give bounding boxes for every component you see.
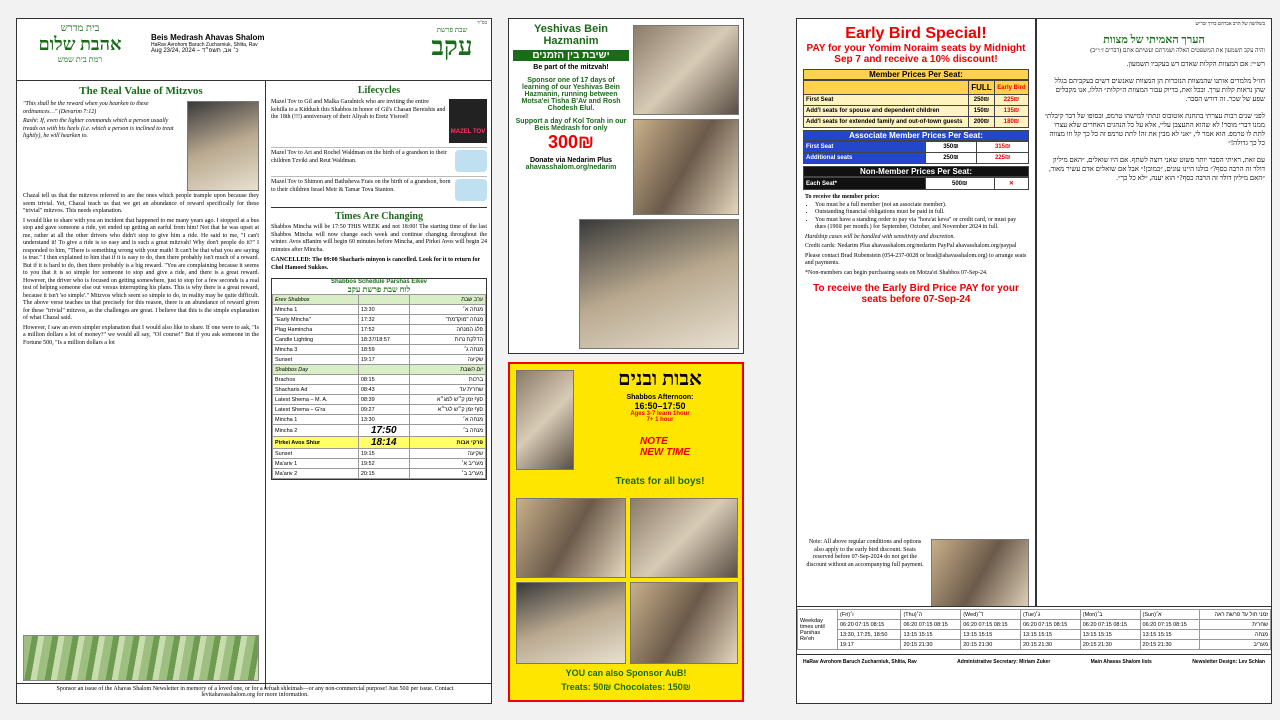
section-label: Erev Shabbos bbox=[273, 295, 359, 305]
event-photo bbox=[516, 582, 626, 664]
table-row: Add'l seats for extended family and out-of-town guests 200₪ 180₪ bbox=[804, 117, 1029, 128]
avos-title: אבות ובנים bbox=[618, 368, 702, 390]
contact-lists: Main Ahavas Shalom lists bbox=[1090, 659, 1152, 665]
table-row: First Seat 350₪ 315₪ bbox=[804, 142, 1029, 153]
donate-link[interactable]: ahavasshalom.org/nedarim bbox=[525, 164, 617, 171]
table-row: Shacharis Ad 08:43 שחרית עד bbox=[273, 385, 486, 395]
contact-design: Newsletter Design: Lev Schlan bbox=[1192, 659, 1265, 665]
avos-time-label: Shabbos Afternoon: bbox=[626, 394, 694, 401]
table-row: Pirkei Avos Shiur 18:14 פרקי אבות bbox=[273, 437, 486, 449]
weekday-times-strip bbox=[796, 606, 1272, 704]
newsletter-page-1 bbox=[16, 18, 492, 704]
masthead bbox=[17, 19, 492, 81]
early-bird-reminder: To receive the Early Bird Price PAY for your seats before 07-Sep-24 bbox=[813, 283, 1019, 305]
article-paragraph: However, I saw an even simpler explanation that I would also like to share. If one were to ask, "Is a million dollars a lot of money?" we would all say, "Of course!" But if you ask someone in the Fortune 500, "Is a million dollars a lot bbox=[23, 324, 259, 346]
table-row: Sunset 19:15 שקיעה bbox=[273, 449, 486, 459]
event-photo bbox=[516, 498, 626, 578]
schedule-table bbox=[272, 294, 486, 479]
note-label: NOTE bbox=[640, 436, 668, 447]
table-row: Each Seat* 500₪ ✕ bbox=[804, 178, 1029, 190]
parsha-name: עקב bbox=[431, 32, 473, 61]
table-row: Add'l seats for spouse and dependent children 150₪ 135₪ bbox=[804, 106, 1029, 117]
nonmember-price-table bbox=[803, 177, 1029, 190]
credit-card-info[interactable]: Credit cards: Nedarim Plus ahavasshalom.org/nedarim PayPal ahavasshalom.org/paypal bbox=[805, 243, 1017, 249]
newsletter-page-4 bbox=[1036, 18, 1272, 704]
table-row: Additional seats 250₪ 225₪ bbox=[804, 153, 1029, 164]
early-bird-note: Note: All above regular conditions and options also apply to the early bird discount. Seats reserved before 07-Sep-2024 do not get the discount without an accompanying full payment. bbox=[806, 539, 924, 568]
nonmember-note: *Non-members can begin purchasing seats on Motza'ei Shabbos 07-Sep-24. bbox=[805, 269, 988, 276]
lifecycle-item: Mazel Tov to Gil and Malka Garalnick who are inviting the entire kehilla to a Kiddush this Shabbos in honor of Gil's Chasan Bereishis and the 18th (!!!) anniversary of their Aliyah to Eretz Yisroel! bbox=[271, 99, 446, 120]
avos-ages: Ages 3-7 learn 1hour bbox=[630, 411, 690, 417]
article-verse: "This shall be the reward when you hearken to these ordinances…" (Devarim 7:12) bbox=[23, 101, 149, 115]
baby-icon bbox=[455, 150, 487, 172]
yeshivos-title-he: ישיבת בין הזמנים bbox=[513, 50, 629, 61]
article-rashi: Rashi: If, even the lighter commands which a person usually treads on with his heels (i.e. which a person is inclined to treat lightly), he will hearken to. bbox=[23, 118, 174, 139]
table-row: Mincha 2 17:50 מנחה ב׳ bbox=[273, 425, 486, 437]
assoc-price-table bbox=[803, 141, 1029, 164]
parsha-label: שבת פרשת bbox=[436, 26, 468, 34]
article-title: The Real Value of Mitzvos bbox=[79, 85, 203, 97]
boy-photo bbox=[516, 370, 574, 470]
condition-item: • Outstanding financial obligations must be paid in full. bbox=[815, 209, 1027, 217]
mazel-tov-badge: MAZEL TOV bbox=[449, 99, 487, 143]
schedule-title: Shabbos Schedule Parshas Eikev bbox=[330, 279, 428, 285]
table-row: "Early Mincha" 17:32 מנחה "מוקדמת" bbox=[273, 315, 486, 325]
yeshivos-subtitle: Be part of the mitzvah! bbox=[533, 64, 609, 71]
conditions-title: To receive the member price: bbox=[805, 194, 880, 200]
org-name: Beis Medrash Ahavas Shalom bbox=[151, 33, 265, 42]
condition-item: • You must have a standing order to pay via "hora'at keva" or credit card, or must pay dues (190₪ per month.) for September, October, and November 2024 in full. bbox=[815, 217, 1027, 232]
table-row: Latest Shema – G'ra 09:27 סוף זמן ק״ש לגר״א bbox=[273, 405, 486, 415]
section-label-he: יום השבת bbox=[409, 365, 485, 375]
early-bird-subtitle: PAY for your Yomim Noraim seats by Midnight Sep 7 and receive a 10% discount! bbox=[806, 43, 1026, 65]
member-price-head: Member Prices Per Seat: bbox=[803, 69, 1029, 80]
logo-line-3: רמת בית שמש bbox=[57, 55, 103, 64]
col-full: FULL bbox=[968, 81, 994, 95]
yeshivos-title: Yeshivas Bein Hazmanim bbox=[534, 23, 608, 47]
newsletter-page-2 bbox=[508, 18, 744, 704]
section-label: Shabbos Day bbox=[273, 365, 359, 375]
member-conditions bbox=[805, 194, 1027, 277]
hebrew-header: בשלושה של הרב אברהם ברוך זכריש bbox=[1195, 22, 1265, 27]
rabbi-photo bbox=[187, 101, 259, 191]
learning-photo bbox=[579, 219, 739, 349]
hardship-note: Hardship cases will be handled with sensitivity and discretion. bbox=[805, 233, 956, 240]
table-row: Mincha 1 13:30 מנחה א׳ bbox=[273, 305, 486, 315]
lifecycle-item: Mazel Tov to Shimon and Bathsheva Frais on the birth of a grandson, born to their children Israel Meir & Tamar Tova Stanton. bbox=[271, 179, 451, 193]
event-photo bbox=[630, 582, 738, 664]
early-bird-title: Early Bird Special! bbox=[845, 25, 987, 42]
table-row: Mincha 1 13:30 מנחה א׳ bbox=[273, 415, 486, 425]
yeshivos-support: Support a day of Kol Torah in our Beis Medrash for only bbox=[515, 118, 627, 132]
nonmember-price-head: Non-Member Prices Per Seat: bbox=[803, 166, 1029, 177]
learning-photo bbox=[633, 119, 739, 215]
new-time-label: NEW TIME bbox=[640, 447, 690, 458]
price-tables bbox=[803, 69, 1029, 190]
logo-line-2: אהבת שלום bbox=[38, 34, 122, 54]
section-label-he: ערב שבת bbox=[409, 295, 485, 305]
member-price-table bbox=[803, 80, 1029, 128]
times-changing-title: Times Are Changing bbox=[271, 207, 487, 222]
lifecycle-item: Mazel Tov to Ari and Rochel Waldman on the birth of a grandson to their children Tzviki and Reut Waldman. bbox=[271, 150, 447, 164]
yeshivos-price: 300₪ bbox=[548, 132, 594, 152]
hebrew-paragraph: חז״ל מלמדים אותנו שהמצוות הנזכרות הן המצוות שאנשים דשים בעקביהם בגלל שהן נראות קלות ערך. ובכל זאת, בדיוק עבור המצוות ה״קלות״ הללו, אנו מקבלים שפע של שכר. זה דורש הסבר. bbox=[1054, 76, 1265, 103]
money-image bbox=[23, 635, 259, 681]
table-row: 13:30, 17:25, 18:50 13:15 15:15 13:15 15:15 13:15 15:15 13:15 15:15 13:15 15:15 מנחה bbox=[798, 630, 1271, 640]
issue-tag: בס"ד bbox=[477, 21, 487, 26]
article-paragraph: I would like to share with you an incident that happened to me many years ago. I stopped at a bus stop and gave someone a ride, yet ended up getting an earful from him! Not that he was upset at me, rather at all the other drivers who didn't stop to give him a ride. He said to me, "I can't understand it! To give a ride is so easy and is such a great mitzvah! Why don't people do it?" I responded to him, "There is something wrong with your math! It can't be that what you are saying is true." I then explained to him that if it is easy to do, then there probably isn't much of a reward. But if it is hard to do, then there probably is a big reward. "You are complaining because it seems to you that it is so simple for someone to stop and give a ride, and there is a great reward. However, the driver who is focused on getting somewhere, just to stop for a few seconds is a real test of helping someone else out versus interrupting his plans. This is why there is a great reward, because it isn't 'so simple'." Mitzvos which seem so simple to do, in reality may be quite difficult. The above verse teaches us that precisely for this reason, there is an abundance of reward given for these "trivial" mitzvos, as the challenges are great. I believe that this is the simple explanation of what Chazal said. bbox=[23, 217, 259, 321]
table-row: Latest Shema – M. A. 08:39 סוף זמן ק״ש למג״א bbox=[273, 395, 486, 405]
issue-date: Aug 23/24, 2024 – כ׳ אב, תשפ״ד bbox=[151, 48, 239, 54]
donate-label: Donate via Nedarim Plus bbox=[529, 157, 613, 164]
weekday-times-table: Weekday times until Parshas Re'eh (Fri)ו׳ (Thu)ה׳ (Wed)ד׳ (Tue)ג׳ (Mon)ב׳ (Sun)א׳ זמני חול עד פרשת ראה 06:20 07:15 08:15 06:20 07:15 08:15 06:20 07:15 08:15 06:20 07:15 08:15 06:20 07:15 08:15 06:20 07:15 08:15 שחרית 13:30, 17:25, 18:50 13:15 15:15 13:15 15:15 13:15 15:15 13:15 15:15 13:15 15:15 מנחה 19:17 20:15 21:30 20:15 21:30 20:15 21:30 20:15 21:30 20:15 21:30 מעריב bbox=[797, 609, 1271, 650]
article-paragraph: Chazal tell us that the mitzvos referred to are the ones which people trample upon because they seem trivial. Yet, Chazal teach us that we get an abundance of reward specifically for these "trivial" mitzvos. This needs explanation. bbox=[23, 193, 259, 214]
yeshivos-ad bbox=[508, 18, 744, 354]
hebrew-paragraph: רש״י: אם המצוות הקלות שאדם דש בעקביו תשמעון. bbox=[1126, 59, 1265, 68]
table-row: 06:20 07:15 08:15 06:20 07:15 08:15 06:20 07:15 08:15 06:20 07:15 08:15 06:20 07:15 08:15 06:20 07:15 08:15 שחרית bbox=[798, 620, 1271, 630]
condition-item: • You must be a full member (not an associate member). bbox=[815, 202, 1027, 210]
table-row: Brachos 08:15 ברכות bbox=[273, 375, 486, 385]
contact-rav: HaRav Avrohom Baruch Zucharniuk, Shlita, Rav bbox=[803, 659, 917, 665]
newsletter-page-3 bbox=[796, 18, 1036, 704]
weekday-label: Weekday times until Parshas Re'eh bbox=[798, 610, 838, 650]
lifecycles-title: Lifecycles bbox=[357, 85, 401, 96]
contact-footer bbox=[797, 654, 1271, 669]
rabbi-name: HaRav Avrohom Baruch Zucharniuk, Shlita, Rav bbox=[151, 42, 258, 48]
weekday-label-he: זמני חול עד פרשת ראה bbox=[1200, 610, 1271, 620]
logo-line-1: בית מדרש bbox=[60, 23, 100, 34]
table-row: Sunset 19:17 שקיעה bbox=[273, 355, 486, 365]
treats-label: Treats for all boys! bbox=[615, 476, 705, 487]
avos-ages-2: 7+ 1 hour bbox=[646, 417, 674, 423]
hebrew-paragraph: לפני שנים רבות עצרתי בתחנת אוטובוס ונתתי למישהו טרמפ, ובסופו של דבר קיבלתי ממנו דברי מוסר! לא שהוא התעצבן עליי, אלא על כל הנהגים האחרים שלא עצרו לתת לו טרמפ. הוא אמר לי, ״אני לא מבין את זה! לתת טרמפ זה כל כך קל וזו מצווה כל כך גדולה!״ bbox=[1045, 111, 1265, 148]
contact-secretary: Administrative Secretary: Miriam Zuker bbox=[957, 659, 1051, 665]
table-row: 19:17 20:15 21:30 20:15 21:30 20:15 21:30 20:15 21:30 20:15 21:30 מעריב bbox=[798, 640, 1271, 650]
event-photo bbox=[630, 498, 738, 578]
hebrew-paragraph: עם זאת, ראיתי הסבר יותר פשוט שאני רוצה לשתף. אם היו שואלים, ״האם מיליון דולר זה הרבה כסף?״ כולנו היינו עונים, ״כמובן!״ אבל אם שואלים אדם עשיר מאוד, ״האם מיליון דולר זה הרבה כסף?״ הוא יענה, ״לא כל כך״. bbox=[1049, 156, 1265, 183]
learning-photo bbox=[633, 25, 739, 115]
cancelled-notice: CANCELLED: The 09:00 Shacharis minyon is cancelled. Look for it to return for Chol Hamoed Sukkos. bbox=[271, 257, 481, 271]
table-row: Mincha 3 18:59 מנחה ג׳ bbox=[273, 345, 486, 355]
beis-medrash-photo bbox=[931, 539, 1029, 615]
schedule-title-he: לוח שבת פרשת עקב bbox=[347, 285, 411, 294]
real-value-article bbox=[23, 85, 259, 681]
table-row: Ma'ariv 2 20:15 מעריב ב׳ bbox=[273, 469, 486, 479]
sponsor-prices: Treats: 50₪ Chocolates: 150₪ bbox=[561, 682, 691, 692]
table-row: Candle Lighting 18:37/18:57 הדלקת נרות bbox=[273, 335, 486, 345]
contact-info: Please contact Brad Rubenstein (054-237-0028 or brad@ahavasshalom.org) to arrange seats and payments. bbox=[805, 252, 1027, 266]
table-row: Plag Hamincha 17:52 פלג המנחה bbox=[273, 325, 486, 335]
avos-ubanim-ad bbox=[508, 362, 744, 702]
times-changing-text: Shabbos Mincha will be 17:50 THIS WEEK and not 18:00! The starting time of the last Shabbos Mincha will now change each week and continue changing throughout the winter. Avos uBanim will begin 60 minutes before Mincha, and Pirkei Avos will begin 24 minutes after Mincha. bbox=[271, 224, 487, 253]
yeshivos-body: Sponsor one of 17 days of learning of our Yeshivas Bein Hazmanin, running between Motsa'ei Tisha B'Av and Rosh Chodesh Elul. bbox=[521, 77, 621, 112]
parsha-box bbox=[417, 21, 487, 60]
sponsor-footer: Sponsor an issue of the Ahavas Shalom Newsletter in memory of a loved one, or for a refuah shleimah—or any non-commercial purpose! Just 50₪ per issue. Contact levitahavasshalom.org for more information. bbox=[17, 683, 492, 703]
col-early: Early Bird bbox=[994, 81, 1028, 95]
sponsor-label: YOU can also Sponsor AuB! bbox=[565, 668, 687, 678]
shabbos-schedule bbox=[271, 278, 487, 480]
hebrew-article-title: הערך האמיתי של מצוות bbox=[1103, 34, 1205, 46]
hebrew-verse: והיה עקב תשמעון את המשפטים האלה ושמרתם ועשיתם אתם (דברים ז׳:י״ב) bbox=[1090, 48, 1265, 54]
assoc-price-head: Associate Member Prices Per Seat: bbox=[803, 130, 1029, 141]
logo bbox=[25, 23, 135, 64]
table-row: First Seat 250₪ 225₪ bbox=[804, 95, 1029, 106]
baby-icon bbox=[455, 179, 487, 201]
lifecycles-section bbox=[271, 85, 487, 480]
avos-time: 16:50–17:50 bbox=[634, 401, 686, 411]
table-row: Ma'ariv 1 19:52 מעריב א׳ bbox=[273, 459, 486, 469]
